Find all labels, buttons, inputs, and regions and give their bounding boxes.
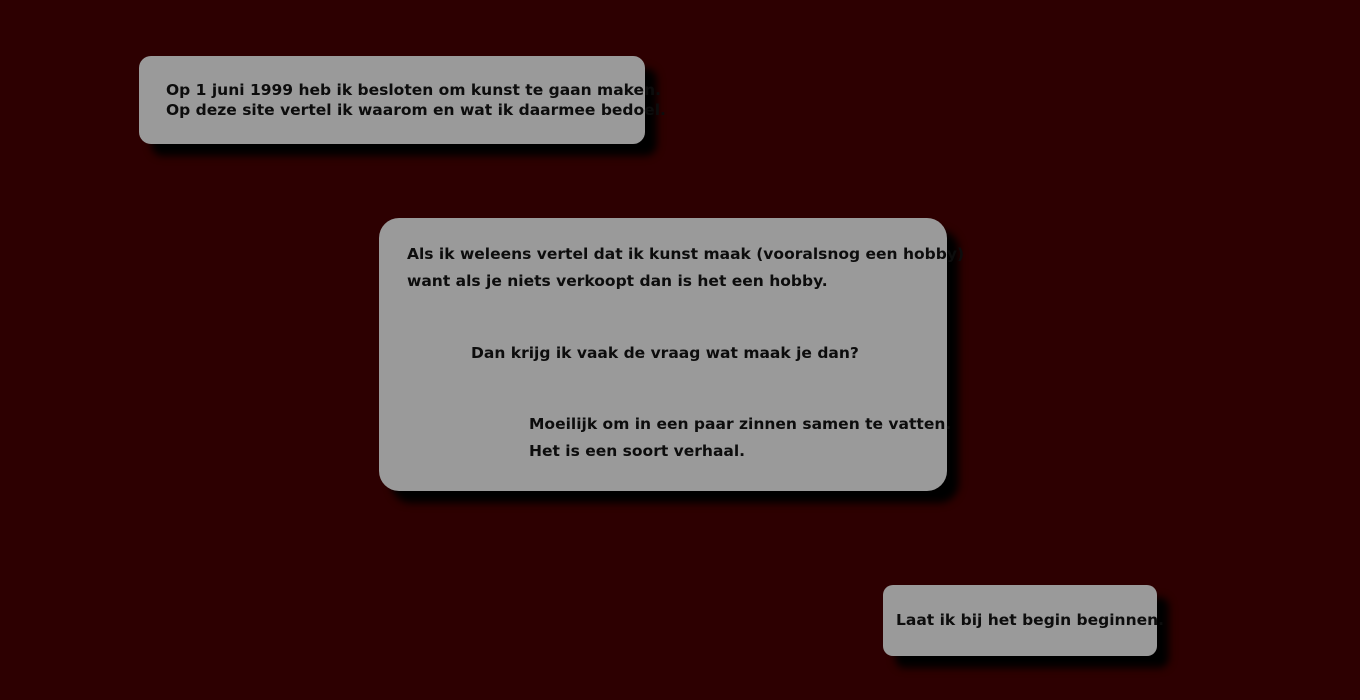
intro-bubble: [139, 56, 666, 144]
story-line-2: want als je niets verkoopt dan is het een hobby.: [407, 272, 828, 290]
story-answer-1: Moeilijk om in een paar zinnen samen te vatten.: [529, 415, 952, 433]
begin-bubble[interactable]: [883, 585, 1165, 656]
intro-line-2: Op deze site vertel ik waarom en wat ik daarmee bedoel.: [166, 101, 666, 119]
begin-link-text[interactable]: Laat ik bij het begin beginnen.: [896, 611, 1165, 629]
story-question: Dan krijg ik vaak de vraag wat maak je dan?: [471, 344, 859, 362]
story-answer-2: Het is een soort verhaal.: [529, 442, 746, 460]
story-line-1: Als ik weleens vertel dat ik kunst maak (vooralsnog een hobby): [407, 245, 965, 263]
story-bubble: [379, 218, 965, 491]
intro-line-1: Op 1 juni 1999 heb ik besloten om kunst te gaan maken.: [166, 81, 661, 99]
